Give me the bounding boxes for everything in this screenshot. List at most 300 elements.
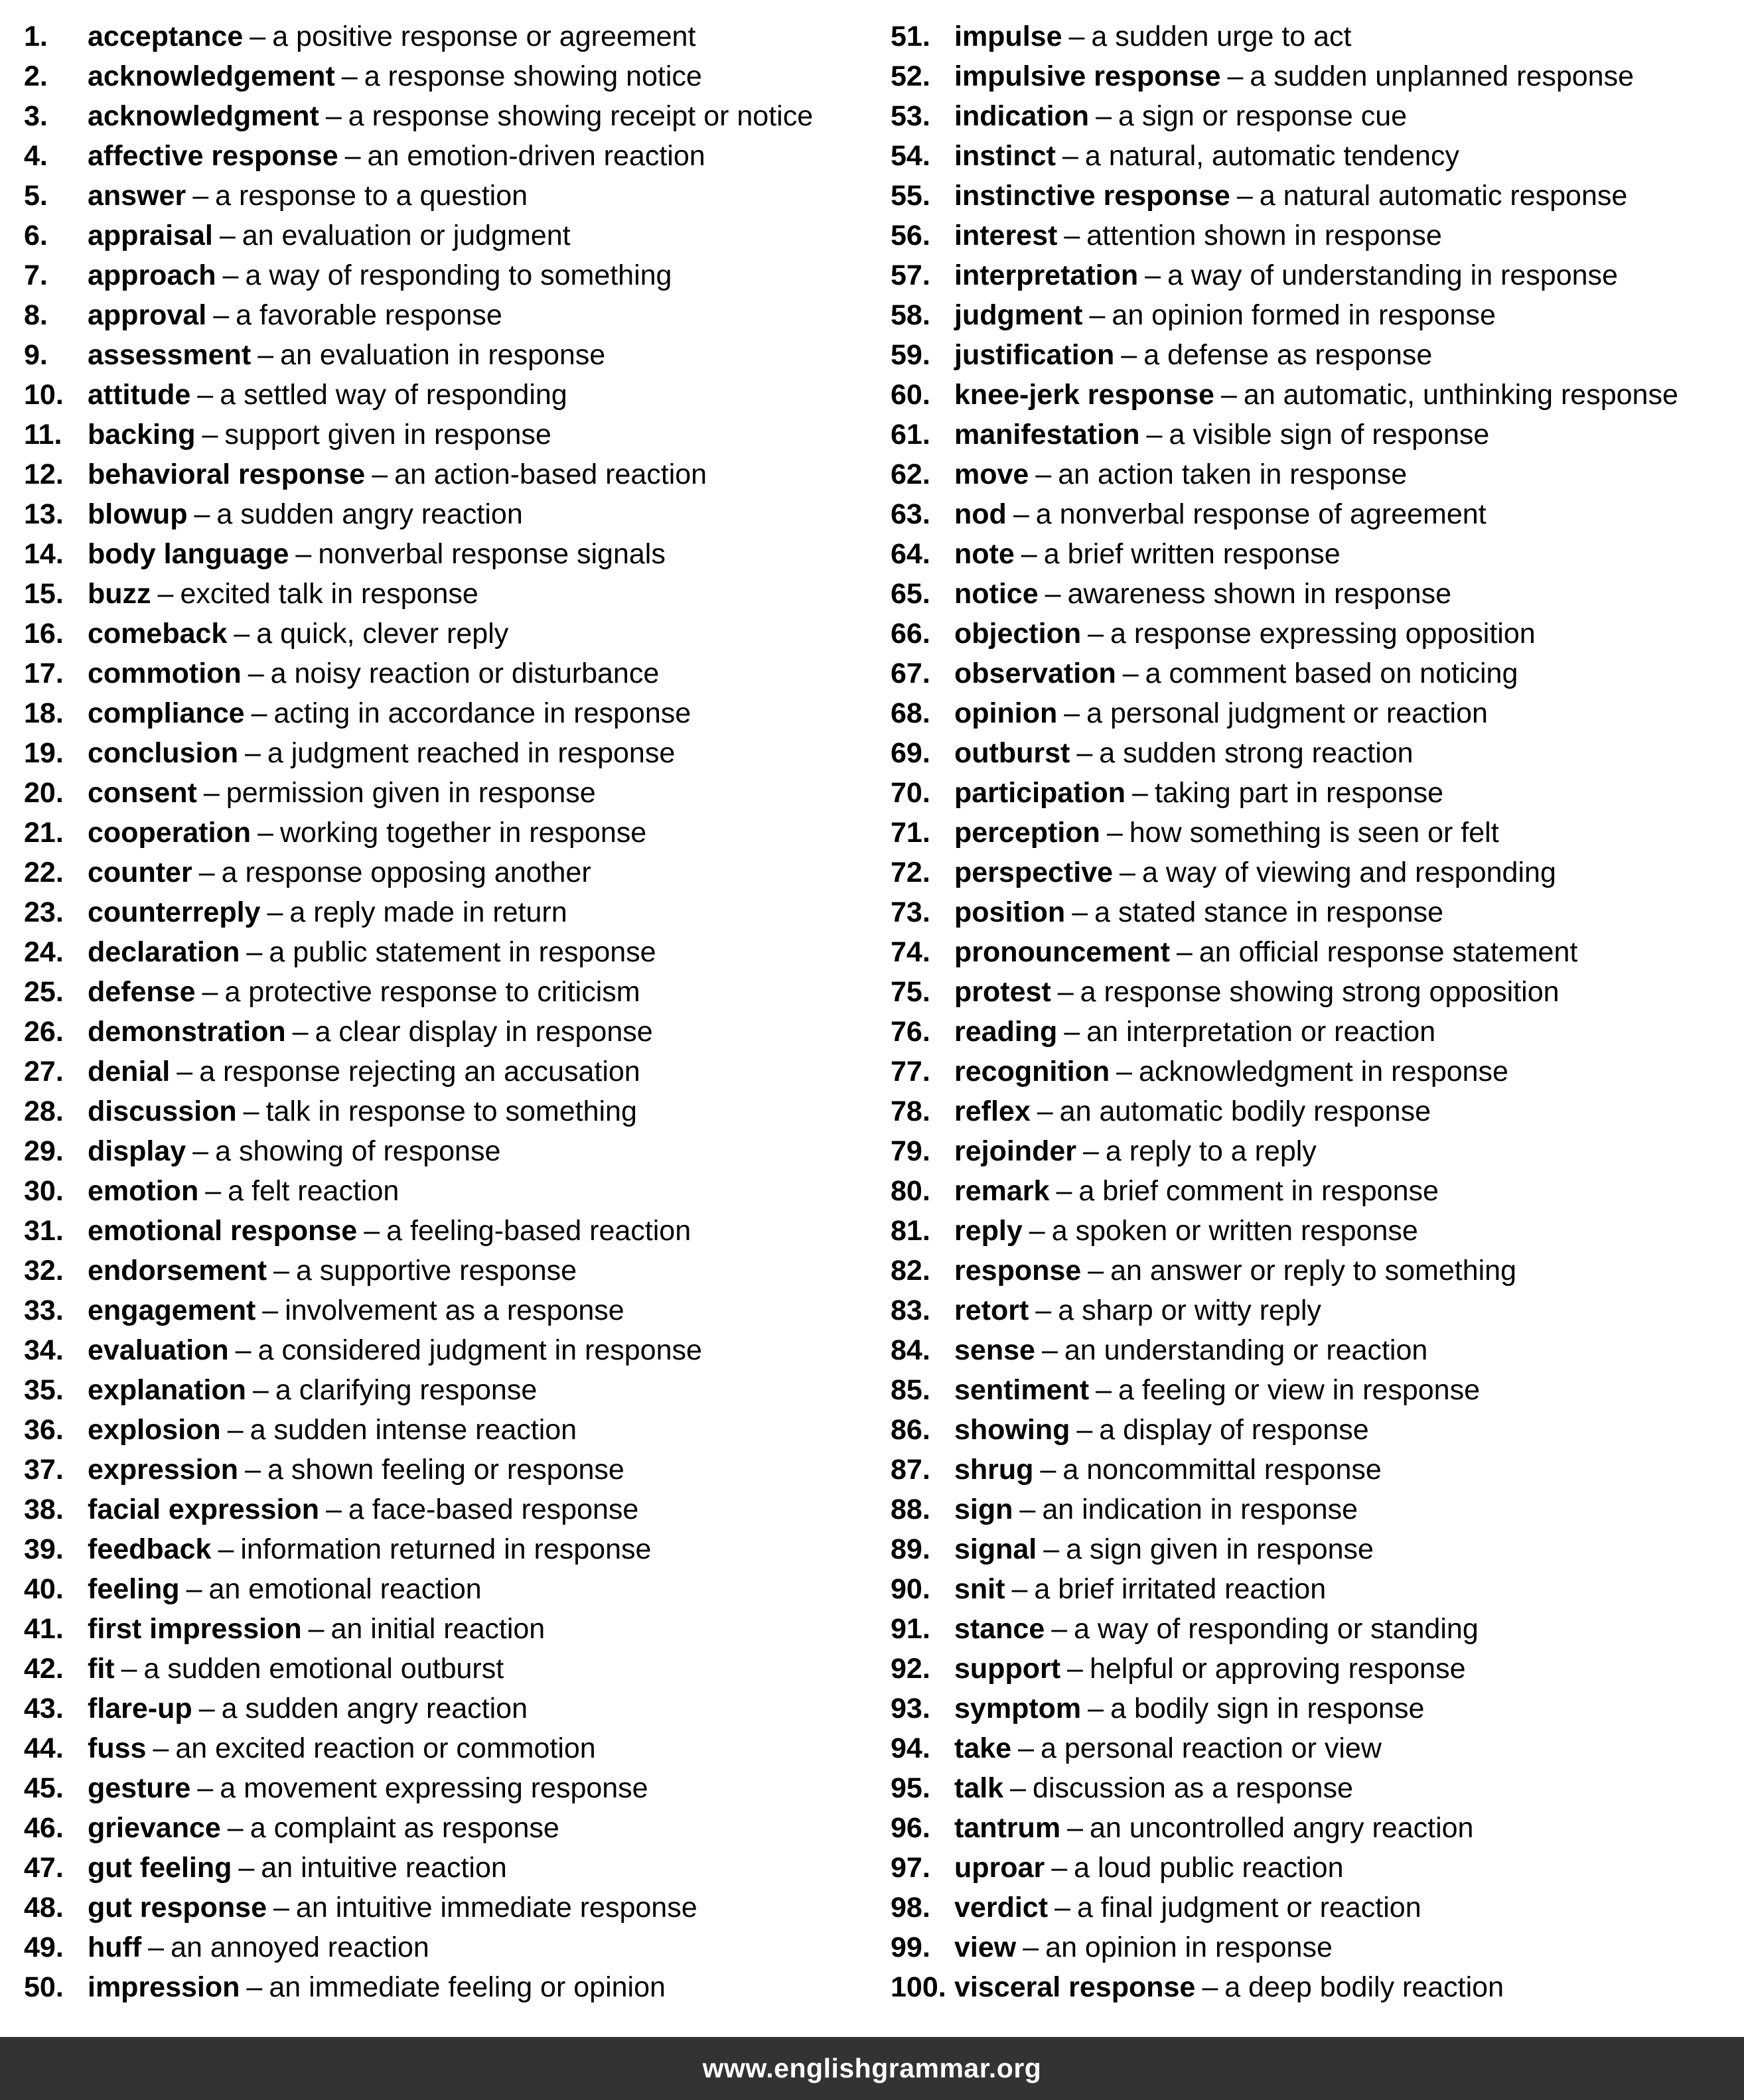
item-separator: –	[192, 1135, 209, 1167]
item-separator: –	[1023, 1931, 1039, 1963]
item-definition: a shown feeling or response	[267, 1454, 624, 1486]
item-number: 75.	[891, 976, 930, 1008]
item-term: verdict	[954, 1892, 1049, 1924]
list-item	[891, 1609, 1733, 1649]
item-term: observation	[954, 658, 1116, 689]
list-item	[24, 1529, 860, 1569]
item-definition: a feeling-based reaction	[386, 1215, 691, 1247]
item-number: 5.	[24, 180, 48, 212]
item-separator: –	[273, 1892, 289, 1924]
item-term: engagement	[88, 1295, 256, 1326]
item-separator: –	[1057, 976, 1074, 1008]
item-separator: –	[364, 1215, 380, 1247]
item-definition: a visible sign of response	[1169, 419, 1490, 451]
item-number: 80.	[891, 1175, 930, 1207]
item-definition: a judgment reached in response	[267, 737, 676, 769]
item-definition: a way of responding to something	[245, 259, 672, 291]
item-term: explosion	[88, 1414, 221, 1446]
item-term: justification	[954, 339, 1115, 371]
item-number: 44.	[24, 1732, 64, 1764]
list-item	[24, 733, 860, 773]
item-number: 72.	[891, 857, 930, 888]
item-definition: an action taken in response	[1058, 458, 1408, 490]
item-definition: a sudden urge to act	[1091, 21, 1352, 52]
item-term: acknowledgment	[88, 100, 319, 132]
item-definition: a felt reaction	[228, 1175, 400, 1207]
item-number: 70.	[891, 777, 930, 809]
item-term: acknowledgement	[88, 60, 335, 92]
item-separator: –	[1132, 777, 1148, 809]
item-separator: –	[372, 458, 388, 490]
item-separator: –	[1096, 1374, 1112, 1406]
item-term: grievance	[88, 1812, 221, 1844]
item-number: 86.	[891, 1414, 930, 1446]
website-url[interactable]: www.englishgrammar.org	[702, 2053, 1042, 2083]
item-number: 57.	[891, 259, 930, 291]
list-item	[891, 693, 1733, 733]
item-definition: a sharp or witty reply	[1058, 1295, 1321, 1326]
item-separator: –	[292, 1016, 309, 1048]
list-item	[891, 773, 1733, 813]
item-number: 41.	[24, 1613, 64, 1645]
item-term: counterreply	[88, 896, 261, 928]
item-definition: an evaluation in response	[280, 339, 606, 371]
item-number: 85.	[891, 1374, 930, 1406]
item-separator: –	[1062, 140, 1078, 172]
item-term: response	[954, 1255, 1082, 1287]
item-number: 62.	[891, 458, 930, 490]
list-item	[891, 574, 1733, 614]
item-separator: –	[1068, 21, 1085, 52]
item-term: expression	[88, 1454, 239, 1486]
item-number: 16.	[24, 618, 64, 650]
item-definition: nonverbal response signals	[318, 538, 666, 570]
item-definition: an opinion formed in response	[1112, 299, 1496, 331]
list-item	[24, 853, 860, 892]
item-term: move	[954, 458, 1029, 490]
list-item	[24, 1569, 860, 1609]
item-term: facial expression	[88, 1494, 319, 1525]
list-item	[24, 216, 860, 255]
item-definition: a settled way of responding	[220, 379, 567, 411]
list-item	[891, 1529, 1733, 1569]
item-term: rejoinder	[954, 1135, 1076, 1167]
item-term: reading	[954, 1016, 1058, 1048]
item-separator: –	[252, 1374, 269, 1406]
item-term: gut response	[88, 1892, 267, 1924]
item-separator: –	[1089, 299, 1106, 331]
item-definition: a stated stance in response	[1094, 896, 1444, 928]
list-item	[24, 1848, 860, 1888]
item-term: talk	[954, 1772, 1004, 1804]
item-term: note	[954, 538, 1015, 570]
item-definition: an indication in response	[1042, 1494, 1358, 1525]
item-definition: permission given in response	[226, 777, 596, 809]
item-definition: a display of response	[1099, 1414, 1369, 1446]
list-item	[891, 1450, 1733, 1490]
item-separator: –	[1076, 1414, 1093, 1446]
item-separator: –	[1106, 817, 1123, 849]
item-term: gut feeling	[88, 1852, 232, 1884]
list-item	[891, 1649, 1733, 1689]
item-separator: –	[1011, 1573, 1028, 1605]
list-item	[24, 1052, 860, 1091]
item-term: recognition	[954, 1056, 1110, 1087]
item-definition: an understanding or reaction	[1064, 1334, 1428, 1366]
item-separator: –	[121, 1653, 137, 1685]
item-term: interpretation	[954, 259, 1139, 291]
list-item	[24, 375, 860, 415]
item-definition: a response showing receipt or notice	[348, 100, 814, 132]
item-definition: an uncontrolled angry reaction	[1089, 1812, 1474, 1844]
list-item	[891, 853, 1733, 892]
item-definition: an action-based reaction	[394, 458, 707, 490]
item-term: fuss	[88, 1732, 147, 1764]
item-term: showing	[954, 1414, 1070, 1446]
item-separator: –	[245, 1454, 261, 1486]
item-separator: –	[325, 1494, 342, 1525]
item-number: 11.	[24, 419, 62, 451]
item-number: 49.	[24, 1931, 64, 1963]
item-definition: a sign or response cue	[1118, 100, 1408, 132]
item-number: 83.	[891, 1295, 930, 1326]
item-separator: –	[1146, 419, 1163, 451]
item-separator: –	[197, 1772, 214, 1804]
item-separator: –	[273, 1255, 289, 1287]
item-definition: working together in response	[280, 817, 647, 849]
item-separator: –	[1202, 1971, 1218, 2003]
list-item	[24, 932, 860, 972]
list-item	[24, 335, 860, 375]
item-term: tantrum	[954, 1812, 1061, 1844]
item-term: judgment	[954, 299, 1083, 331]
item-separator: –	[1051, 1613, 1068, 1645]
item-separator: –	[1041, 1334, 1058, 1366]
item-number: 42.	[24, 1653, 64, 1685]
item-definition: talk in response to something	[265, 1095, 637, 1127]
list-item	[24, 1131, 860, 1171]
item-separator: –	[1019, 1494, 1036, 1525]
list-item	[891, 654, 1733, 693]
list-item	[891, 932, 1733, 972]
list-item	[891, 1490, 1733, 1529]
item-number: 82.	[891, 1255, 930, 1287]
item-term: compliance	[88, 697, 245, 729]
item-separator: –	[1021, 538, 1037, 570]
item-term: view	[954, 1931, 1017, 1963]
item-number: 33.	[24, 1295, 64, 1326]
item-separator: –	[1010, 1772, 1027, 1804]
item-definition: a way of viewing and responding	[1141, 857, 1556, 888]
item-term: symptom	[954, 1693, 1082, 1724]
item-number: 65.	[891, 578, 930, 610]
item-definition: a loud public reaction	[1074, 1852, 1344, 1884]
item-number: 96.	[891, 1812, 930, 1844]
item-definition: acknowledgment in response	[1139, 1056, 1508, 1087]
item-separator: –	[235, 1334, 252, 1366]
item-number: 48.	[24, 1892, 64, 1924]
item-definition: a personal judgment or reaction	[1086, 697, 1488, 729]
item-separator: –	[1064, 1016, 1080, 1048]
list-item	[891, 455, 1733, 494]
item-definition: a reply to a reply	[1105, 1135, 1317, 1167]
item-definition: an initial reaction	[330, 1613, 545, 1645]
list-item	[891, 255, 1733, 295]
item-separator: –	[1236, 180, 1253, 212]
list-item	[891, 1768, 1733, 1808]
item-term: protest	[954, 976, 1051, 1008]
item-separator: –	[1037, 1095, 1053, 1127]
item-separator: –	[1067, 1653, 1083, 1685]
item-term: sense	[954, 1334, 1035, 1366]
item-definition: a clarifying response	[275, 1374, 538, 1406]
item-number: 71.	[891, 817, 930, 849]
item-separator: –	[250, 21, 266, 52]
item-term: interest	[954, 220, 1058, 251]
list-item	[891, 813, 1733, 853]
list-item	[24, 1211, 860, 1251]
item-separator: –	[1029, 1215, 1045, 1247]
list-item	[24, 1768, 860, 1808]
item-term: stance	[954, 1613, 1045, 1645]
item-definition: a reply made in return	[289, 896, 567, 928]
item-number: 98.	[891, 1892, 930, 1924]
item-separator: –	[344, 140, 361, 172]
word-list-right-column	[891, 17, 1733, 2007]
item-definition: a sudden strong reaction	[1099, 737, 1414, 769]
list-item	[891, 1689, 1733, 1728]
item-term: first impression	[88, 1613, 302, 1645]
item-separator: –	[1121, 339, 1137, 371]
list-item	[891, 1131, 1733, 1171]
item-separator: –	[325, 100, 342, 132]
item-separator: –	[192, 180, 209, 212]
item-definition: taking part in response	[1154, 777, 1443, 809]
item-definition: a favorable response	[236, 299, 502, 331]
list-item	[891, 892, 1733, 932]
list-item	[24, 1012, 860, 1052]
item-number: 81.	[891, 1215, 930, 1247]
item-term: retort	[954, 1295, 1029, 1326]
item-number: 93.	[891, 1693, 930, 1724]
item-separator: –	[227, 1414, 244, 1446]
item-number: 9.	[24, 339, 48, 371]
item-definition: a spoken or written response	[1051, 1215, 1418, 1247]
item-number: 40.	[24, 1573, 64, 1605]
item-number: 24.	[24, 936, 64, 968]
item-separator: –	[219, 220, 236, 251]
item-definition: a natural automatic response	[1259, 180, 1628, 212]
item-term: signal	[954, 1533, 1037, 1565]
item-term: answer	[88, 180, 186, 212]
list-item	[24, 892, 860, 932]
item-separator: –	[1056, 1175, 1072, 1207]
item-term: reflex	[954, 1095, 1031, 1127]
list-item	[24, 1808, 860, 1848]
item-separator: –	[1043, 1533, 1060, 1565]
item-separator: –	[1176, 936, 1193, 968]
item-definition: discussion as a response	[1033, 1772, 1353, 1804]
item-separator: –	[148, 1931, 165, 1963]
list-item	[24, 1689, 860, 1728]
item-term: sentiment	[954, 1374, 1090, 1406]
item-separator: –	[295, 538, 312, 570]
item-number: 18.	[24, 697, 64, 729]
list-item	[24, 972, 860, 1012]
item-term: participation	[954, 777, 1126, 809]
item-definition: an emotional reaction	[208, 1573, 482, 1605]
footer-bar	[0, 2037, 1744, 2100]
item-separator: –	[243, 1095, 259, 1127]
item-number: 69.	[891, 737, 930, 769]
item-separator: –	[1018, 1732, 1034, 1764]
item-number: 7.	[24, 259, 48, 291]
list-item	[24, 1927, 860, 1967]
item-number: 26.	[24, 1016, 64, 1048]
item-number: 91.	[891, 1613, 930, 1645]
item-definition: a noisy reaction or disturbance	[270, 658, 660, 689]
item-definition: a movement expressing response	[220, 1772, 648, 1804]
item-number: 45.	[24, 1772, 64, 1804]
item-separator: –	[1120, 857, 1135, 888]
item-definition: a sign given in response	[1066, 1533, 1374, 1565]
item-term: fit	[88, 1653, 115, 1685]
item-term: remark	[954, 1175, 1050, 1207]
list-item	[891, 1251, 1733, 1291]
item-definition: a final judgment or reaction	[1076, 1892, 1421, 1924]
item-number: 90.	[891, 1573, 930, 1605]
item-term: perspective	[954, 857, 1114, 888]
list-item	[891, 375, 1733, 415]
item-separator: –	[1051, 1852, 1068, 1884]
item-term: approach	[88, 259, 216, 291]
list-item	[24, 1410, 860, 1450]
item-term: notice	[954, 578, 1039, 610]
list-item	[24, 494, 860, 534]
item-term: explanation	[88, 1374, 246, 1406]
item-number: 22.	[24, 857, 64, 888]
item-term: sign	[954, 1494, 1013, 1525]
item-number: 73.	[891, 896, 930, 928]
item-separator: –	[246, 936, 263, 968]
item-number: 30.	[24, 1175, 64, 1207]
item-separator: –	[1072, 896, 1088, 928]
item-number: 51.	[891, 21, 930, 52]
item-definition: a nonverbal response of agreement	[1035, 498, 1487, 530]
item-separator: –	[248, 658, 264, 689]
item-definition: a response showing strong opposition	[1080, 976, 1560, 1008]
word-list-left-column	[24, 17, 860, 2007]
item-term: uproar	[954, 1852, 1045, 1884]
item-definition: a public statement in response	[269, 936, 656, 968]
item-term: objection	[954, 618, 1082, 650]
item-number: 17.	[24, 658, 64, 689]
list-item	[891, 56, 1733, 96]
item-separator: –	[157, 578, 174, 610]
item-definition: a response rejecting an accusation	[199, 1056, 640, 1087]
item-term: perception	[954, 817, 1100, 849]
item-definition: a sudden unplanned response	[1250, 60, 1635, 92]
list-item	[891, 216, 1733, 255]
item-definition: a defense as response	[1143, 339, 1433, 371]
item-number: 97.	[891, 1852, 930, 1884]
item-definition: a response expressing opposition	[1110, 618, 1536, 650]
item-definition: information returned in response	[240, 1533, 652, 1565]
item-definition: a brief written response	[1043, 538, 1341, 570]
item-separator: –	[218, 1533, 234, 1565]
item-separator: –	[1227, 60, 1244, 92]
item-separator: –	[1013, 498, 1029, 530]
item-definition: a complaint as response	[250, 1812, 559, 1844]
list-item	[891, 1370, 1733, 1410]
item-number: 2.	[24, 60, 48, 92]
item-number: 66.	[891, 618, 930, 650]
list-item	[24, 415, 860, 455]
item-definition: a response opposing another	[221, 857, 591, 888]
item-separator: –	[1122, 658, 1139, 689]
item-term: display	[88, 1135, 186, 1167]
item-term: approval	[88, 299, 207, 331]
item-number: 95.	[891, 1772, 930, 1804]
list-item	[891, 614, 1733, 654]
list-item	[24, 1609, 860, 1649]
item-definition: a supportive response	[295, 1255, 577, 1287]
item-number: 10.	[24, 379, 64, 411]
list-item	[891, 733, 1733, 773]
item-number: 77.	[891, 1056, 930, 1087]
list-item	[891, 136, 1733, 176]
item-number: 60.	[891, 379, 930, 411]
list-item	[891, 972, 1733, 1012]
list-item	[891, 1848, 1733, 1888]
item-definition: a way of understanding in response	[1167, 259, 1618, 291]
item-number: 19.	[24, 737, 64, 769]
list-item	[24, 17, 860, 56]
item-number: 36.	[24, 1414, 64, 1446]
item-term: impression	[88, 1971, 240, 2003]
list-item	[891, 1052, 1733, 1091]
item-term: consent	[88, 777, 197, 809]
item-definition: awareness shown in response	[1067, 578, 1452, 610]
item-separator: –	[1064, 220, 1080, 251]
item-number: 20.	[24, 777, 64, 809]
item-definition: a showing of response	[215, 1135, 501, 1167]
list-item	[24, 295, 860, 335]
item-number: 88.	[891, 1494, 930, 1525]
item-separator: –	[1035, 458, 1052, 490]
item-term: cooperation	[88, 817, 252, 849]
item-definition: a response showing notice	[364, 60, 702, 92]
item-term: impulsive response	[954, 60, 1221, 92]
list-item	[891, 534, 1733, 574]
item-term: nod	[954, 498, 1007, 530]
item-number: 3.	[24, 100, 48, 132]
item-separator: –	[1088, 618, 1104, 650]
item-separator: –	[341, 60, 358, 92]
item-number: 74.	[891, 936, 930, 968]
item-definition: an immediate feeling or opinion	[269, 1971, 666, 2003]
item-definition: a sudden intense reaction	[250, 1414, 577, 1446]
item-number: 23.	[24, 896, 64, 928]
item-definition: a deep bodily reaction	[1224, 1971, 1504, 2003]
list-item	[24, 1370, 860, 1410]
item-definition: a positive response or agreement	[272, 21, 696, 52]
list-item	[891, 1291, 1733, 1330]
item-number: 76.	[891, 1016, 930, 1048]
item-term: emotional response	[88, 1215, 358, 1247]
item-definition: support given in response	[224, 419, 551, 451]
list-item	[24, 56, 860, 96]
